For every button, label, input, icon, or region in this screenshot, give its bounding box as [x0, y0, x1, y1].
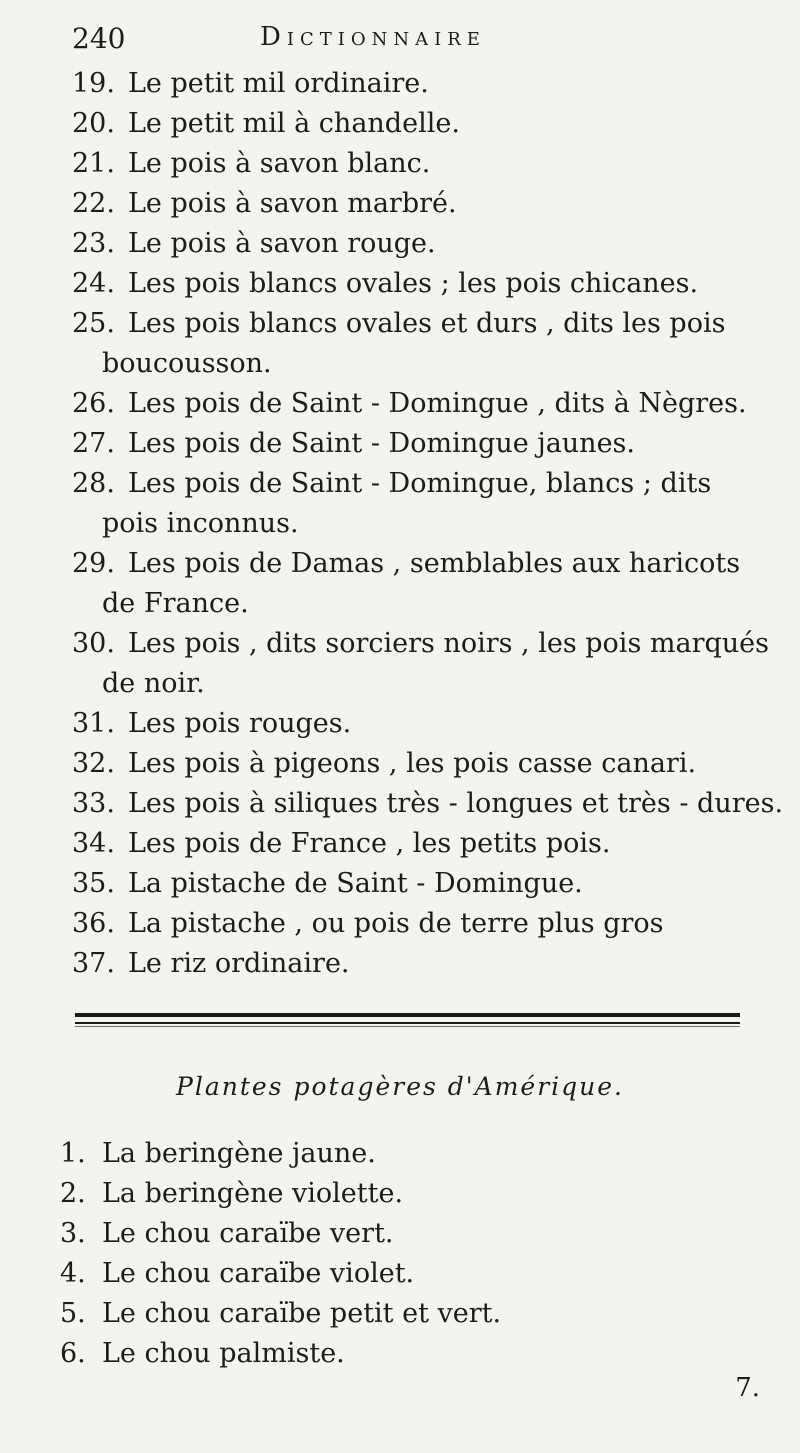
- list-item: [72, 144, 772, 184]
- list-item: [72, 64, 772, 104]
- item-number: 31.: [72, 708, 115, 739]
- item-number: 3.: [60, 1218, 86, 1249]
- list-item: [72, 424, 772, 464]
- item-number: 37.: [72, 948, 115, 979]
- item-number: 25.: [72, 308, 115, 339]
- entry-list: [72, 64, 784, 984]
- item-number: 35.: [72, 868, 115, 899]
- item-text: Les pois de Saint - Domingue, blancs ; dits: [128, 468, 712, 499]
- item-text: Le petit mil ordinaire.: [128, 68, 429, 99]
- list-item: [72, 104, 772, 144]
- list-item: [60, 1134, 760, 1174]
- item-number: 1.: [60, 1138, 86, 1169]
- list-item: [72, 464, 772, 544]
- item-text: La pistache de Saint - Domingue.: [128, 868, 583, 899]
- item-text: Le chou palmiste.: [102, 1338, 345, 1369]
- running-title: Dictionnaire: [260, 22, 486, 52]
- list-item: [60, 1174, 760, 1214]
- list-item: [72, 944, 772, 984]
- list-item: [72, 384, 772, 424]
- list-item: [72, 864, 772, 904]
- item-number: 4.: [60, 1258, 86, 1289]
- item-number: 21.: [72, 148, 115, 179]
- item-text: La beringène violette.: [102, 1178, 404, 1209]
- item-number: 36.: [72, 908, 115, 939]
- item-continuation: boucousson.: [102, 348, 272, 379]
- item-text: Les pois blancs ovales et durs , dits les pois: [128, 308, 726, 339]
- item-number: 34.: [72, 828, 115, 859]
- item-continuation: de noir.: [102, 668, 205, 699]
- list-item: [72, 784, 784, 824]
- list-item: [72, 704, 772, 744]
- item-number: 26.: [72, 388, 115, 419]
- item-text: Les pois rouges.: [128, 708, 352, 739]
- item-text: La beringène jaune.: [102, 1138, 376, 1169]
- item-text: Le chou caraïbe petit et vert.: [102, 1298, 502, 1329]
- section-divider-thin: [75, 1022, 740, 1024]
- list-item: [72, 744, 772, 784]
- item-text: Les pois blancs ovales ; les pois chicanes.: [128, 268, 699, 299]
- item-text: Les pois de Saint - Domingue , dits à Nègres.: [128, 388, 747, 419]
- item-text: Le chou caraïbe violet.: [102, 1258, 415, 1289]
- section-title: Plantes potagères d'Amérique.: [176, 1072, 624, 1101]
- item-number: 30.: [72, 628, 115, 659]
- item-text: Le chou caraïbe vert.: [102, 1218, 394, 1249]
- list-item: [72, 624, 772, 704]
- item-number: 29.: [72, 548, 115, 579]
- item-text: Les pois , dits sorciers noirs , les pois marqués: [128, 628, 769, 659]
- item-text: Les pois à pigeons , les pois casse canari.: [128, 748, 697, 779]
- page-number: 240: [72, 22, 126, 55]
- list-item: [72, 824, 772, 864]
- item-continuation: de France.: [102, 588, 249, 619]
- item-number: 22.: [72, 188, 115, 219]
- item-text: Le petit mil à chandelle.: [128, 108, 460, 139]
- item-text: Les pois de France , les petits pois.: [128, 828, 611, 859]
- item-text: Le pois à savon blanc.: [128, 148, 431, 179]
- item-number: 19.: [72, 68, 115, 99]
- item-number: 5.: [60, 1298, 86, 1329]
- list-item: [60, 1254, 760, 1294]
- item-text: La pistache , ou pois de terre plus gros: [128, 908, 664, 939]
- item-number: 2.: [60, 1178, 86, 1209]
- item-number: 20.: [72, 108, 115, 139]
- section-entry-list: [60, 1134, 760, 1374]
- list-item: [72, 544, 772, 624]
- list-item: [72, 184, 772, 224]
- page-header: [72, 22, 612, 62]
- item-number: 24.: [72, 268, 115, 299]
- item-continuation: pois inconnus.: [102, 508, 299, 539]
- list-item: [72, 264, 772, 304]
- list-item: [60, 1334, 760, 1374]
- item-number: 6.: [60, 1338, 86, 1369]
- item-text: Les pois à siliques très - longues et très - dures.: [128, 788, 784, 819]
- item-number: 23.: [72, 228, 115, 259]
- item-number: 32.: [72, 748, 115, 779]
- section-divider-hairline: [75, 1026, 740, 1027]
- section-divider: [75, 1013, 740, 1017]
- item-number: 28.: [72, 468, 115, 499]
- item-text: Le pois à savon rouge.: [128, 228, 436, 259]
- list-item: [60, 1294, 760, 1334]
- item-text: Les pois de Saint - Domingue jaunes.: [128, 428, 635, 459]
- item-number: 33.: [72, 788, 115, 819]
- list-item: [60, 1214, 760, 1254]
- item-text: Le pois à savon marbré.: [128, 188, 457, 219]
- item-text: Les pois de Damas , semblables aux haricots: [128, 548, 741, 579]
- item-number: 27.: [72, 428, 115, 459]
- list-item: [72, 904, 772, 944]
- list-item: [72, 224, 772, 264]
- catchword: 7.: [735, 1373, 760, 1403]
- item-text: Le riz ordinaire.: [128, 948, 350, 979]
- list-item: [72, 304, 772, 384]
